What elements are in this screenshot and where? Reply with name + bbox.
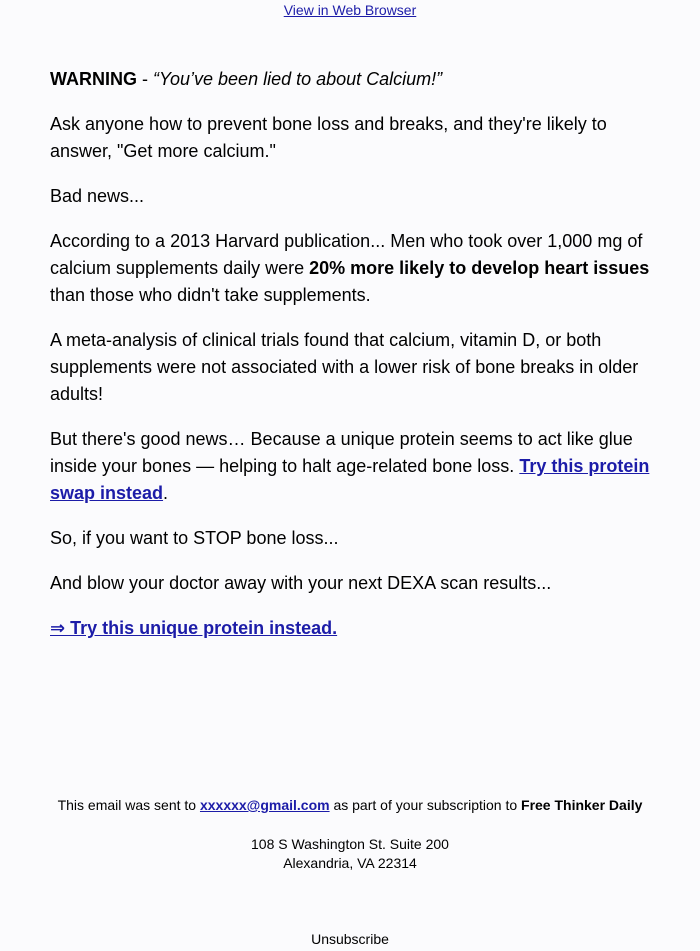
paragraph-5-start: But there's good news… Because a unique protein seems to act like glue inside your bones — helping to halt age-related bone loss. <box>50 429 633 476</box>
paragraph-6: So, if you want to STOP bone loss... <box>50 528 339 548</box>
view-in-browser-link[interactable]: View in Web Browser <box>283 2 417 18</box>
footer-brand: Free Thinker Daily <box>521 797 643 813</box>
warning-separator: - <box>137 69 153 89</box>
paragraph-5-end: . <box>163 483 169 503</box>
paragraph-3-start: According to a 2013 Harvard publication... Men who took over 1,000 mg of calcium supplements daily were <box>50 231 643 278</box>
paragraph-4: A meta-analysis of clinical trials found that calcium, vitamin D, or both supplements were not associated with a lower risk of bone breaks in older adults! <box>50 330 639 404</box>
footer-unsubscribe-row <box>0 930 700 949</box>
footer-address-line-1: 108 S Washington St. Suite 200 <box>251 836 449 852</box>
paragraph-7: And blow your doctor away with your next DEXA scan results... <box>50 573 552 593</box>
footer-sent-middle: as part of your subscription to <box>329 797 522 813</box>
paragraph-3-bold: 20% more likely to develop heart issues <box>309 258 650 278</box>
cta-protein-link[interactable]: ⇒ Try this unique protein instead. <box>50 618 338 638</box>
footer-sent-notice <box>0 796 700 815</box>
footer-address <box>0 835 700 873</box>
unsubscribe-link[interactable]: Unsubscribe <box>311 931 389 947</box>
paragraph-3-end: than those who didn't take supplements. <box>50 285 371 305</box>
paragraph-5 <box>50 426 660 507</box>
warning-label: WARNING <box>50 69 137 89</box>
paragraph-1: Ask anyone how to prevent bone loss and breaks, and they're likely to answer, "Get more calcium." <box>50 114 607 161</box>
email-body <box>50 66 660 660</box>
protein-swap-link[interactable]: Try this protein swap instead <box>50 456 650 503</box>
warning-quote: “You’ve been lied to about Calcium!” <box>153 69 443 89</box>
footer-sent-prefix: This email was sent to <box>57 797 200 813</box>
view-in-browser-row <box>0 2 700 19</box>
warning-line <box>50 66 660 93</box>
paragraph-3 <box>50 228 660 309</box>
cta-row <box>50 615 660 642</box>
paragraph-2: Bad news... <box>50 186 145 206</box>
footer-email-link[interactable]: xxxxxx@gmail.com <box>199 797 330 813</box>
footer-address-line-2: Alexandria, VA 22314 <box>283 855 417 871</box>
